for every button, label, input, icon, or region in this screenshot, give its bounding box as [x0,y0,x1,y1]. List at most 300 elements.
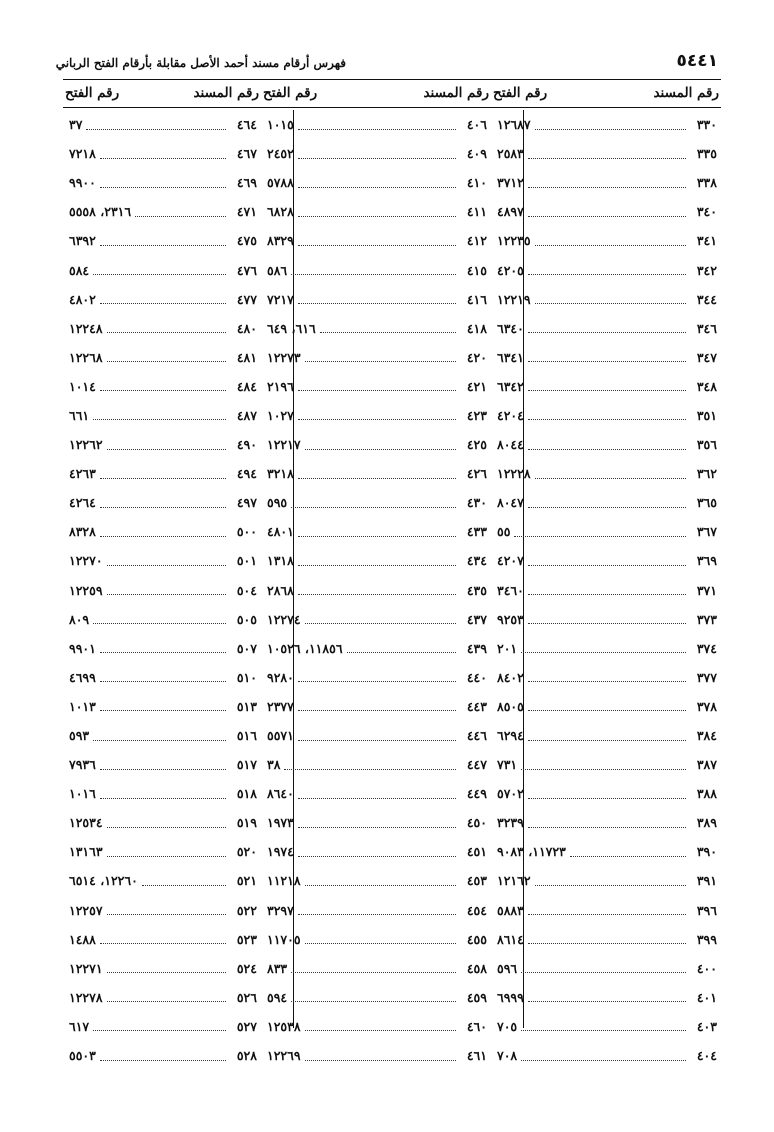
musnad-number: ٤١٢ [466,233,487,249]
fath-number: ٥٨٤ [69,262,90,278]
fath-number: ٣٢٣٩ [497,815,524,831]
musnad-number: ٣٧٤ [696,640,717,656]
musnad-number: ٥٠٤ [236,582,257,598]
fath-number: ٥٨٨٣ [497,902,524,918]
musnad-number: ٣٤٨ [696,378,717,394]
index-row [63,197,261,226]
musnad-number: ٥١٣ [236,698,257,714]
fath-number: ٧٠٨ [497,1048,518,1064]
musnad-number: ٣٩٠ [696,844,717,860]
musnad-number: ٤٢٣ [466,407,487,423]
index-row [491,692,721,721]
index-row [63,372,261,401]
musnad-number: ٤٨٠ [236,320,257,336]
dot-leader [107,826,226,828]
fath-number: ٦٣٤١ [497,349,524,365]
fath-label: رقم الفتح [493,85,548,101]
dot-leader [514,535,686,537]
dot-leader [93,273,226,275]
musnad-number: ٤٢٥ [466,437,487,453]
index-row [63,663,261,692]
index-row [63,430,261,459]
dot-leader [528,448,686,450]
fath-number: ٤٦٩٩ [69,669,96,685]
musnad-number: ٤٣٩ [466,640,487,656]
dot-leader [528,942,686,944]
index-row [491,459,721,488]
musnad-number: ٤٨٧ [236,407,257,423]
dot-leader [298,418,456,420]
fath-number: ٢٨٦٨ [267,582,294,598]
index-row [491,401,721,430]
musnad-number: ٣٩١ [696,873,717,889]
fath-number: ٢٣٧٧ [267,698,294,714]
musnad-number: ٥١٨ [236,786,257,802]
musnad-number: ٣٣٥ [696,146,717,162]
fath-number: ١٢٢٧٨ [69,989,103,1005]
musnad-number: ٤٤٣ [466,698,487,714]
dot-leader [320,331,456,333]
musnad-number: ٤٨٤ [236,378,257,394]
musnad-number: ٤٤٦ [466,728,487,744]
dot-leader [528,360,686,362]
index-row [491,488,721,517]
musnad-number: ٣٦٥ [696,495,717,511]
index-row [261,314,491,343]
dot-leader [100,477,226,479]
header-underline [63,107,721,108]
dot-leader [298,593,456,595]
index-row [491,546,721,575]
dot-leader [107,331,226,333]
index-row [491,197,721,226]
index-row [491,343,721,372]
dot-leader [100,797,226,799]
musnad-number: ٣٦٩ [696,553,717,569]
index-row [63,401,261,430]
dot-leader [528,215,686,217]
musnad-number: ٤٦٧ [236,146,257,162]
musnad-number: ٤٧١ [236,204,257,220]
dot-leader [100,680,226,682]
musnad-number: ٤١٥ [466,262,487,278]
index-row [63,779,261,808]
fath-number: ١٢٢٦٠، ٦٥١٤ [69,873,138,889]
fath-number: ٥٧٨٨ [267,175,294,191]
index-row [491,605,721,634]
index-row [491,808,721,837]
fath-number: ٦١٧ [69,1018,90,1034]
dot-leader [93,739,226,741]
dot-leader [298,389,456,391]
dot-leader [305,1059,456,1061]
musnad-number: ٤١٨ [466,320,487,336]
index-row [63,285,261,314]
fath-number: ١٠١٣ [69,698,96,714]
musnad-number: ٤٥٨ [466,960,487,976]
index-row [491,896,721,925]
fath-number: ٦١٦، ٦٤٩ [267,320,316,336]
index-row [63,925,261,954]
index-row [261,808,491,837]
column-header-3 [63,85,261,107]
dot-leader [528,186,686,188]
fath-number: ٥٧٠٢ [497,786,524,802]
musnad-number: ٥٢٣ [236,931,257,947]
index-row [491,1041,721,1070]
dot-leader [528,331,686,333]
dot-leader [528,593,686,595]
fath-number: ٩٩٠١ [69,640,96,656]
index-row [261,168,491,197]
dot-leader [93,418,226,420]
dot-leader [100,1059,226,1061]
musnad-number: ٣٤٦ [696,320,717,336]
musnad-number: ٥٢٢ [236,902,257,918]
fath-number: ٣٧١٢ [497,175,524,191]
dot-leader [107,360,226,362]
dot-leader [100,768,226,770]
musnad-number: ٥٠٥ [236,611,257,627]
dot-leader [284,768,456,770]
index-row [261,488,491,517]
fath-number: ٣٧ [69,117,83,133]
index-row [63,605,261,634]
index-row [63,1041,261,1070]
dot-leader [291,1000,456,1002]
musnad-number: ٥١٩ [236,815,257,831]
musnad-number: ٤٧٥ [236,233,257,249]
dot-leader [298,855,456,857]
dot-leader [298,302,456,304]
dot-leader [521,1029,686,1031]
fath-number: ٥٥٧١ [267,728,294,744]
fath-number: ٤٨٩٧ [497,204,524,220]
index-row [491,226,721,255]
fath-number: ٥٥٠٣ [69,1048,96,1064]
dot-leader [535,884,686,886]
fath-number: ١٢٥٣٤ [69,815,103,831]
dot-leader [100,651,226,653]
musnad-number: ٥٠٠ [236,524,257,540]
index-row [63,343,261,372]
musnad-number: ٣٣٨ [696,175,717,191]
fath-number: ٧٣١ [497,757,518,773]
musnad-number: ٤٣٣ [466,524,487,540]
dot-leader [528,622,686,624]
index-row [491,255,721,284]
musnad-number: ٤٠٤ [696,1048,717,1064]
index-row [63,139,261,168]
musnad-label: رقم المسند [423,85,489,101]
fath-number: ٤٨٠١ [267,524,294,540]
index-columns [63,110,721,1070]
dot-leader [107,564,226,566]
fath-number: ٢٥٨٣ [497,146,524,162]
musnad-number: ٤٤٩ [466,786,487,802]
index-row [63,692,261,721]
musnad-number: ٤٤٧ [466,757,487,773]
fath-number: ١٣١٦٣ [69,844,103,860]
fath-number: ٦٣٩٢ [69,233,96,249]
dot-leader [100,157,226,159]
index-row [261,110,491,139]
column-header-1 [491,85,721,107]
musnad-number: ٣٣٠ [696,117,717,133]
index-row [261,343,491,372]
dot-leader [298,797,456,799]
index-row [491,663,721,692]
dot-leader [298,128,456,130]
dot-leader [528,680,686,682]
dot-leader [298,535,456,537]
fath-number: ١٤٨٨ [69,931,96,947]
fath-number: ٨٠٤٤ [497,437,524,453]
fath-number: ٣٨ [267,757,281,773]
index-row [261,634,491,663]
dot-leader [298,709,456,711]
header-rule [63,79,721,80]
index-row [261,692,491,721]
dot-leader [100,389,226,391]
dot-leader [528,564,686,566]
musnad-number: ٣٤١ [696,233,717,249]
index-row [261,546,491,575]
dot-leader [535,302,686,304]
musnad-number: ٤٣٠ [466,495,487,511]
fath-number: ١٢٢٧٤ [267,611,301,627]
dot-leader [528,389,686,391]
index-row [261,372,491,401]
fath-number: ١١٧٢٣، ٩٠٨٣ [497,844,566,860]
musnad-number: ٤٥٥ [466,931,487,947]
index-row [63,750,261,779]
fath-number: ٨٣٢٨ [69,524,96,540]
dot-leader [298,186,456,188]
dot-leader [347,651,456,653]
fath-number: ٨٣٣ [267,960,288,976]
index-row [491,1012,721,1041]
musnad-number: ٤٦١ [466,1048,487,1064]
index-row [261,866,491,895]
dot-leader [298,244,456,246]
dot-leader [135,215,226,217]
musnad-number: ٤٩٠ [236,437,257,453]
index-row [63,488,261,517]
index-row [63,168,261,197]
musnad-number: ٤٥١ [466,844,487,860]
fath-number: ١١٨٥٦، ١٠٥٢٦ [267,640,343,656]
fath-label: رقم الفتح [263,85,318,101]
fath-number: ١٢٢٧٠ [69,553,103,569]
musnad-number: ٣٨٩ [696,815,717,831]
dot-leader [528,709,686,711]
index-row [491,372,721,401]
index-row [63,576,261,605]
fath-number: ٢١٩٦ [267,378,294,394]
index-row [63,721,261,750]
dot-leader [100,506,226,508]
dot-leader [107,913,226,915]
index-row [491,314,721,343]
index-row [63,459,261,488]
musnad-number: ٣٤٧ [696,349,717,365]
fath-number: ١٢٢٤٨ [69,320,103,336]
index-row [491,285,721,314]
musnad-number: ٤١١ [466,204,487,220]
dot-leader [305,884,456,886]
musnad-number: ٤١٠ [466,175,487,191]
dot-leader [100,535,226,537]
fath-number: ٥٩٣ [69,728,90,744]
musnad-number: ٣٦٢ [696,466,717,482]
fath-number: ٦٣٤٢ [497,378,524,394]
musnad-number: ٥٢٤ [236,960,257,976]
fath-number: ٤٢٦٤ [69,495,96,511]
index-row [63,808,261,837]
index-row [261,576,491,605]
fath-number: ١٠٢٧ [267,407,294,423]
musnad-number: ٣٥١ [696,407,717,423]
musnad-label: رقم المسند [193,85,259,101]
index-row [63,954,261,983]
index-row [261,255,491,284]
fath-number: ١٢٢٥٧ [69,902,103,918]
index-row [63,983,261,1012]
index-row [261,401,491,430]
fath-number: ٥٩٥ [267,495,288,511]
fath-number: ٥٩٦ [497,960,518,976]
musnad-number: ٣٧٧ [696,669,717,685]
index-column-3 [63,110,261,1070]
musnad-number: ٣٤٠ [696,204,717,220]
fath-number: ١٢٢٢٨ [497,466,531,482]
fath-number: ١١٧٠٥ [267,931,301,947]
index-row [261,285,491,314]
index-row [63,517,261,546]
fath-number: ١١٢١٨ [267,873,301,889]
dot-leader [535,244,686,246]
index-row [491,779,721,808]
dot-leader [298,913,456,915]
musnad-number: ٣٦٧ [696,524,717,540]
dot-leader [528,739,686,741]
dot-leader [305,360,456,362]
musnad-number: ٤٠٠ [696,960,717,976]
fath-number: ١٢٢٧٣ [267,349,301,365]
fath-number: ١٢٢٦٨ [69,349,103,365]
index-row [63,1012,261,1041]
fath-number: ١٩٧٤ [267,844,294,860]
index-row [261,139,491,168]
index-row [63,837,261,866]
musnad-number: ٣٨٧ [696,757,717,773]
fath-number: ٦٣٤٠ [497,320,524,336]
dot-leader [298,215,456,217]
fath-number: ٢٣١٦، ٥٥٥٨ [69,204,132,220]
fath-number: ٥٨٦ [267,262,288,278]
fath-number: ١٠١٦ [69,786,96,802]
dot-leader [528,418,686,420]
fath-number: ٧٠٥ [497,1018,518,1034]
musnad-number: ٥١٧ [236,757,257,773]
index-row [63,896,261,925]
musnad-number: ٥٠١ [236,553,257,569]
index-row [261,983,491,1012]
musnad-number: ٤٢٦ [466,466,487,482]
fath-number: ٥٥ [497,524,511,540]
index-row [261,721,491,750]
fath-number: ٢٠١ [497,640,518,656]
musnad-number: ٤٣٧ [466,611,487,627]
index-row [63,546,261,575]
dot-leader [298,739,456,741]
fath-number: ١٣١٨ [267,553,294,569]
dot-leader [528,913,686,915]
musnad-number: ٣٥٦ [696,437,717,453]
index-row [491,576,721,605]
dot-leader [305,942,456,944]
index-row [261,663,491,692]
fath-number: ١٢٢١٩ [497,291,531,307]
dot-leader [528,273,686,275]
dot-leader [535,477,686,479]
dot-leader [107,593,226,595]
index-row [261,605,491,634]
index-row [63,255,261,284]
musnad-number: ٤٢١ [466,378,487,394]
musnad-number: ٤٣٤ [466,553,487,569]
dot-leader [107,448,226,450]
dot-leader [528,1000,686,1002]
dot-leader [528,157,686,159]
fath-number: ١٢٢٣٥ [497,233,531,249]
fath-number: ١٢٢١٧ [267,437,301,453]
fath-number: ٧٢١٨ [69,146,96,162]
musnad-number: ٣٨٤ [696,728,717,744]
fath-number: ٩٢٥٣ [497,611,524,627]
fath-number: ٦٦١ [69,407,90,423]
musnad-number: ٣٧٨ [696,698,717,714]
fath-number: ١٢٢٥٩ [69,582,103,598]
index-row [491,925,721,954]
musnad-number: ٣٤٤ [696,291,717,307]
index-row [491,139,721,168]
fath-number: ٤٢٠٧ [497,553,524,569]
index-row [491,110,721,139]
musnad-number: ٤٧٦ [236,262,257,278]
dot-leader [100,302,226,304]
fath-number: ٨٥٠٥ [497,698,524,714]
fath-number: ٧٢١٧ [267,291,294,307]
column-headers [63,85,721,107]
dot-leader [528,506,686,508]
index-row [261,837,491,866]
fath-number: ١٠١٤ [69,378,96,394]
fath-number: ٤٢٠٥ [497,262,524,278]
musnad-number: ٥٢١ [236,873,257,889]
index-row [63,314,261,343]
musnad-number: ٤٨١ [236,349,257,365]
index-row [491,430,721,459]
dot-leader [298,680,456,682]
fath-number: ٩٢٨٠ [267,669,294,685]
index-row [491,634,721,663]
index-column-1 [491,110,721,1070]
index-row [261,779,491,808]
dot-leader [521,971,686,973]
dot-leader [535,128,686,130]
